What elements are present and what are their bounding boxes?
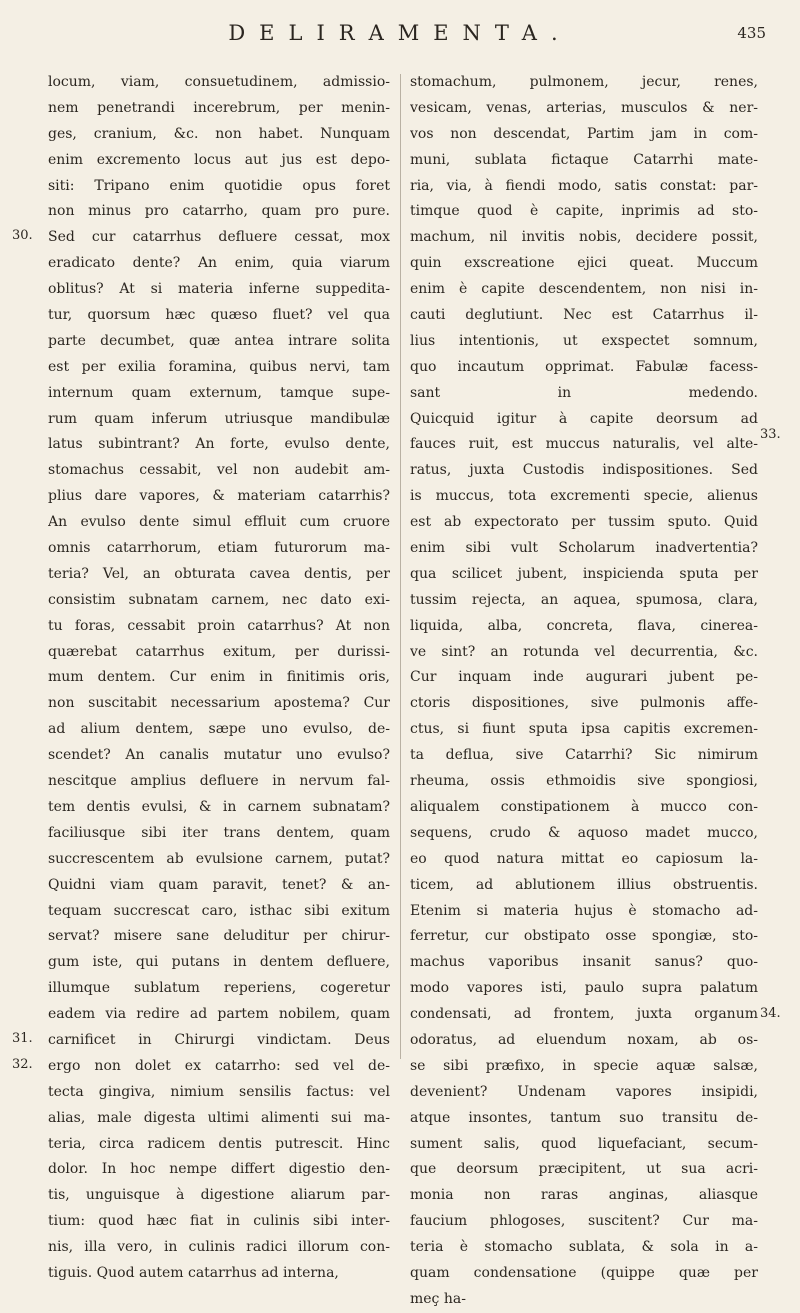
text-line: faciliusque sibi iter trans dentem, quam (48, 824, 390, 841)
text-line: machus vaporibus insanit sanus? quo- (410, 954, 758, 971)
text-line: non minus pro catarrho, quam pro pure. (48, 203, 390, 220)
text-line: tecta gingiva, nimium sensilis factus: vel (48, 1083, 390, 1100)
text-line: odoratus, ad eluendum noxam, ab os- (410, 1031, 758, 1048)
text-line: rheuma, ossis ethmoidis sive spongiosi, (410, 773, 758, 790)
text-line: non suscitabit necessarium apostema? Cur (48, 695, 390, 712)
text-line: teria? Vel, an obturata cavea dentis, per (48, 565, 390, 582)
text-line: ferretur, cur obstipato osse spongiæ, sto- (410, 928, 758, 945)
text-line: ges, cranium, &c. non habet. Nunquam (48, 125, 390, 142)
text-line: consistim subnatam carnem, nec dato exi- (48, 591, 390, 608)
text-line: ticem, ad ablutionem illius obstruentis. (410, 876, 758, 893)
text-line: ve sint? an rotunda vel decurrentia, &c. (410, 643, 758, 660)
text-line: Quicquid igitur à capite deorsum ad (410, 410, 758, 427)
text-line: dolor. In hoc nempe differt digestio den- (48, 1161, 390, 1178)
text-line: eo quod natura mittat eo capiosum la- (410, 850, 758, 867)
text-line: plius dare vapores, & materiam catarrhis? (48, 488, 390, 505)
text-line: ergo non dolet ex catarrho: sed vel de- (48, 1057, 390, 1074)
page-header (30, 16, 770, 50)
text-line: condensati, ad frontem, juxta organum (410, 1006, 758, 1023)
text-line: locum, viam, consuetudinem, admissio- (48, 74, 390, 90)
text-line: cauti deglutiunt. Nec est Catarrhus il- (410, 307, 758, 324)
text-line: quo incautum opprimat. Fabulæ facess- (410, 358, 758, 375)
text-line: illumque sublatum reperiens, cogeretur (48, 980, 390, 997)
text-line: ria, via, à fiendi modo, satis constat: par- (410, 177, 758, 194)
text-line: siti: Tripano enim quotidie opus foret (48, 177, 390, 194)
text-line: stomachum, pulmonem, jecur, renes, (410, 74, 758, 90)
text-line: ratus, juxta Custodis indispositiones. Sed (410, 462, 758, 479)
text-line: carnificet in Chirurgi vindictam. Deus (48, 1031, 390, 1048)
left-text-column (48, 70, 390, 1287)
marginal-number-31: 31. (12, 1031, 33, 1046)
text-line: teria è stomacho sublata, & sola in a- (410, 1239, 758, 1256)
text-line: tem dentis evulsi, & in carnem subnatam? (48, 798, 390, 815)
text-line: nescitque amplius defluere in nervum fal- (48, 773, 390, 790)
text-line: ctus, si fiunt sputa ipsa capitis excremen- (410, 721, 758, 738)
text-line: enim sibi vult Scholarum inadvertentia? (410, 540, 758, 557)
text-line: fauces ruit, est muccus naturalis, vel alte- (410, 436, 758, 453)
text-line: scendet? An canalis mutatur uno evulso? (48, 747, 390, 764)
text-line: tequam succrescat caro, isthac sibi exitum (48, 902, 390, 919)
text-line: An evulso dente simul effluit cum cruore (48, 514, 390, 531)
text-line: eadem via redire ad partem nobilem, quam (48, 1006, 390, 1023)
text-line: tiguis. Quod autem catarrhus ad interna, (48, 1264, 339, 1281)
text-line: quærebat catarrhus exitum, per durissi- (48, 643, 390, 660)
text-line: muni, sublata fictaque Catarrhi mate- (410, 151, 758, 168)
text-line: internum quam externum, tamque supe- (48, 384, 390, 401)
text-line: mum dentem. Cur enim in finitimis oris, (48, 669, 390, 686)
text-line: est ab expectorato per tussim sputo. Quid (410, 514, 758, 531)
text-line: tussim rejecta, an aquea, spumosa, clara, (410, 591, 758, 608)
text-line: Etenim si materia hujus è stomacho ad- (410, 902, 758, 919)
text-line: ad alium dentem, sæpe uno evulso, de- (48, 721, 390, 738)
text-line: atque insontes, tantum suo transitu de- (410, 1109, 758, 1126)
marginal-number-30: 30. (12, 228, 33, 243)
text-line: se sibi præfixo, in specie aquæ salsæ, (410, 1057, 758, 1074)
page-number: 435 (737, 24, 766, 42)
text-line: sument salis, quod liquefaciant, secum- (410, 1135, 758, 1152)
text-line: ctoris dispositiones, sive pulmonis affe- (410, 695, 758, 712)
text-line: rum quam inferum utriusque mandibulæ (48, 410, 390, 427)
text-line: servat? misere sane deluditur per chirur- (48, 928, 390, 945)
text-line: que deorsum præcipitent, ut sua acri- (410, 1161, 758, 1178)
text-line: is muccus, tota excrementi specie, alienus (410, 488, 758, 505)
text-line: enim è capite descendentem, non nisi in- (410, 281, 758, 298)
text-line: alias, male digesta ultimi alimenti sui ma- (48, 1109, 390, 1126)
text-line: oblitus? At si materia inferne suppedita- (48, 281, 390, 298)
text-line: liquida, alba, concreta, flava, cinerea- (410, 617, 758, 634)
text-line: quin exscreatione ejici queat. Muccum (410, 255, 758, 272)
column-divider (400, 74, 401, 1059)
text-line: tis, unguisque à digestione aliarum par- (48, 1187, 390, 1204)
text-line: faucium phlogoses, suscitent? Cur ma- (410, 1213, 758, 1230)
text-line: vos non descendat, Partim jam in com- (410, 125, 758, 142)
text-line: modo vapores isti, paulo supra palatum (410, 980, 758, 997)
text-line: teria, circa radicem dentis putrescit. Hinc (48, 1135, 390, 1152)
text-line: tur, quorsum hæc quæso fluet? vel qua (48, 307, 390, 324)
text-line: Cur inquam inde augurari jubent pe- (410, 669, 758, 686)
text-line: monia non raras anginas, aliasque (410, 1187, 758, 1204)
text-line: parte decumbet, quæ antea intrare solita (48, 332, 390, 349)
text-line: ta deflua, sive Catarrhi? Sic nimirum (410, 747, 758, 764)
text-line: est per exilia foramina, quibus nervi, tam (48, 358, 390, 375)
right-text-column (410, 70, 758, 1313)
text-line: Quidni viam quam paravit, tenet? & an- (48, 876, 390, 893)
marginal-number-33: 33. (760, 427, 781, 442)
text-line: omnis catarrhorum, etiam futurorum ma- (48, 540, 390, 557)
text-line: enim excremento locus aut jus est depo- (48, 151, 390, 168)
text-line: tu foras, cessabit proin catarrhus? At non (48, 617, 390, 634)
text-line: gum iste, qui putans in dentem defluere, (48, 954, 390, 971)
text-line: machum, nil invitis nobis, decidere possit, (410, 229, 758, 246)
text-line: stomachus cessabit, vel non audebit am- (48, 462, 390, 479)
text-line: Sed cur catarrhus defluere cessat, mox (48, 229, 390, 246)
text-line: lius intentionis, ut exspectet somnum, (410, 332, 758, 349)
text-line: meç ha- (410, 1290, 466, 1307)
text-line: sant in medendo. (410, 384, 758, 401)
text-line: latus subintrant? An forte, evulso dente, (48, 436, 390, 453)
text-line: sequens, crudo & aquoso madet mucco, (410, 824, 758, 841)
marginal-number-32: 32. (12, 1057, 33, 1072)
text-line: devenient? Undenam vapores insipidi, (410, 1083, 758, 1100)
marginal-number-34: 34. (760, 1006, 781, 1021)
text-line: tium: quod hæc fiat in culinis sibi inter- (48, 1213, 390, 1230)
text-line: aliqualem constipationem à mucco con- (410, 798, 758, 815)
text-line: qua scilicet jubent, inspicienda sputa per (410, 565, 758, 582)
text-line: nis, illa vero, in culinis radici illorum con- (48, 1239, 390, 1256)
running-title: DELIRAMENTA. (228, 21, 572, 45)
text-line: vesicam, venas, arterias, musculos & ner- (410, 99, 758, 116)
text-line: succrescentem ab evulsione carnem, putat? (48, 850, 390, 867)
text-line: nem penetrandi incerebrum, per menin- (48, 99, 390, 116)
text-line: eradicato dente? An enim, quia viarum (48, 255, 390, 272)
text-line: quam condensatione (quippe quæ per (410, 1264, 758, 1281)
text-line: timque quod è capite, inprimis ad sto- (410, 203, 758, 220)
